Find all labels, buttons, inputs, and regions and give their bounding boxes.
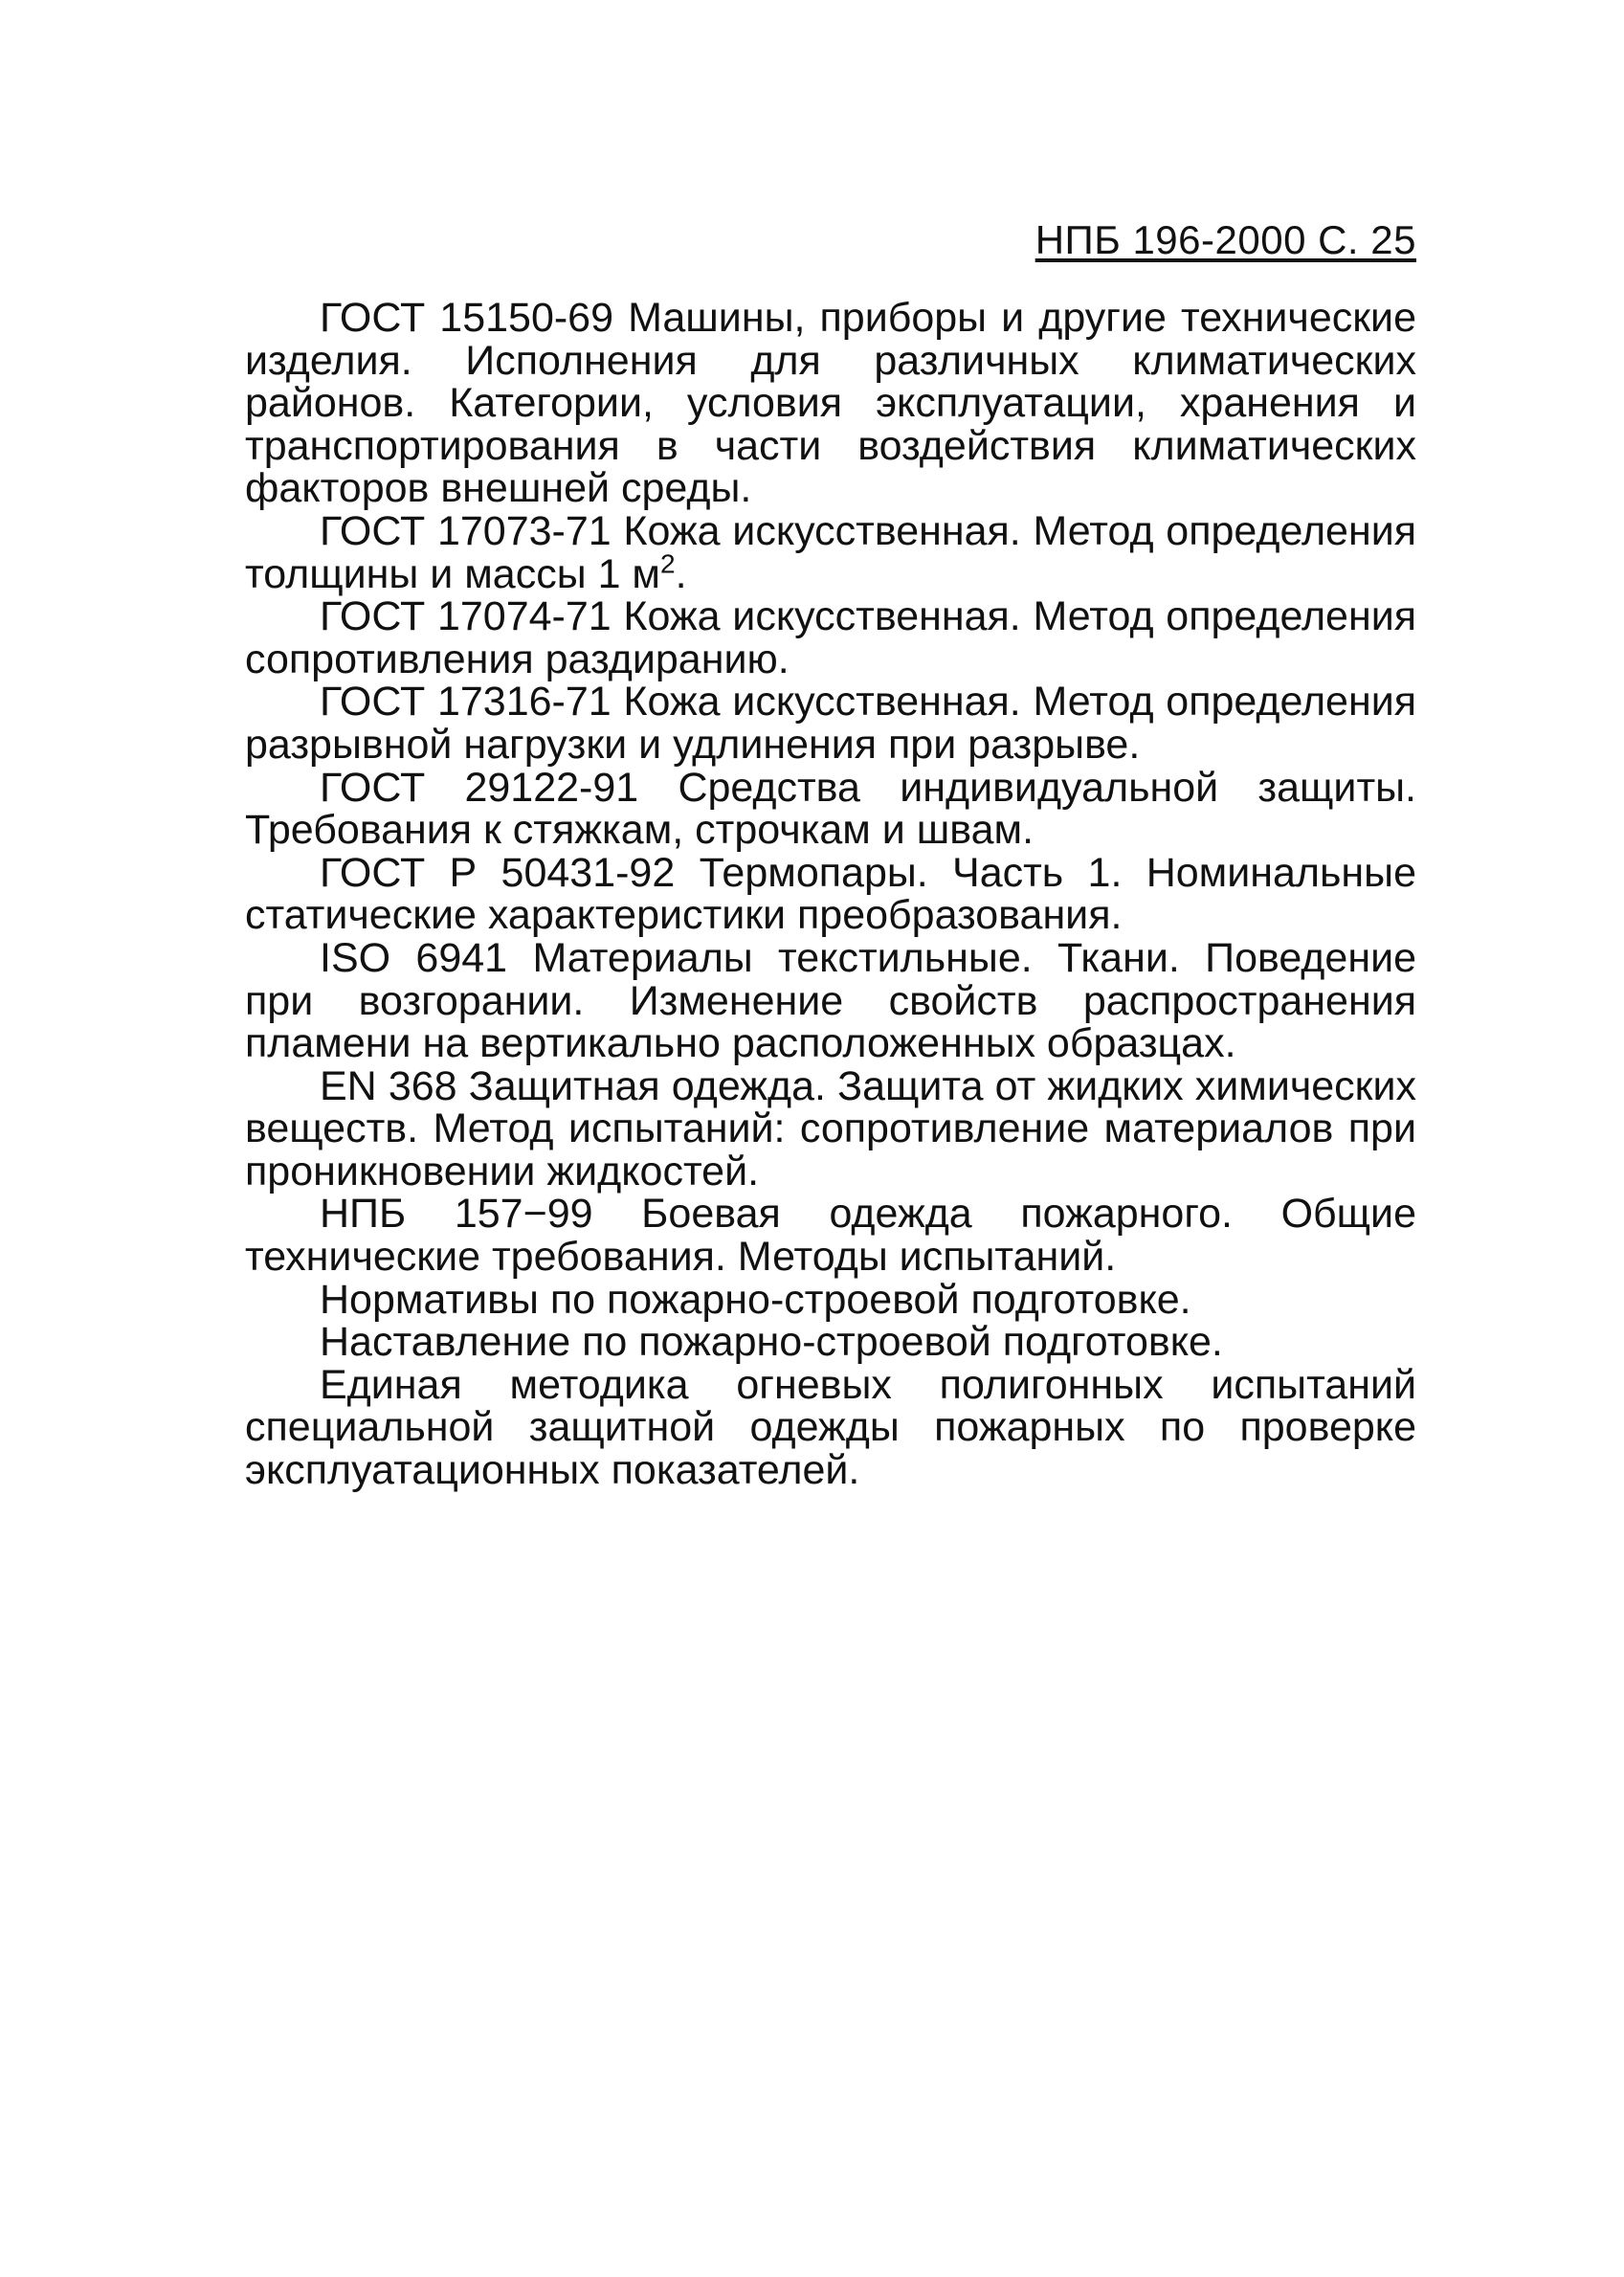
reference-item: Нормативы по пожарно-строевой подготовке. (320, 1276, 1191, 1323)
reference-item: Единая методика огневых полигонных испытаний специальной защитной одежды пожарных по проверке эксплуатационных показателей. (245, 1361, 1416, 1494)
reference-item: ISO 6941 Материалы текстильные. Ткани. Поведение при возгорании. Изменение свойств распространения пламени на вертикально расположенных образцах. (245, 934, 1416, 1067)
reference-item: НПБ 157−99 Боевая одежда пожарного. Общие технические требования. Методы испытаний. (245, 1191, 1416, 1281)
reference-item: ГОСТ 15150-69 Машины, приборы и другие технические изделия. Исполнения для различных климатических районов. Категории, условия эксплуатации, хранения и транспортирования в части воздействия климатических факторов внешней среды. (245, 295, 1416, 512)
reference-item: ГОСТ 17074-71 Кожа искусственная. Метод определения сопротивления раздиранию. (245, 593, 1416, 682)
superscript: 2 (660, 548, 676, 579)
reference-item: ГОСТ 29122-91 Средства индивидуальной защиты. Требования к стяжкам, строчкам и швам. (245, 764, 1416, 854)
reference-item: ГОСТ Р 50431-92 Термопары. Часть 1. Номинальные статические характеристики преобразования. (245, 849, 1416, 939)
page-header: НПБ 196-2000 С. 25 (1034, 217, 1416, 262)
reference-item: Наставление по пожарно-строевой подготовке. (320, 1319, 1223, 1366)
reference-item: ГОСТ 17316-71 Кожа искусственная. Метод определения разрывной нагрузки и удлинения при разрыве. (245, 679, 1416, 768)
references-list (245, 297, 1416, 1492)
reference-item: EN 368 Защитная одежда. Защита от жидких химических веществ. Метод испытаний: сопротивление материалов при проникновении жидкостей. (245, 1062, 1416, 1194)
reference-item: ГОСТ 17073-71 Кожа искусственная. Метод определения толщины и массы 1 $м^2$. (245, 507, 1416, 597)
